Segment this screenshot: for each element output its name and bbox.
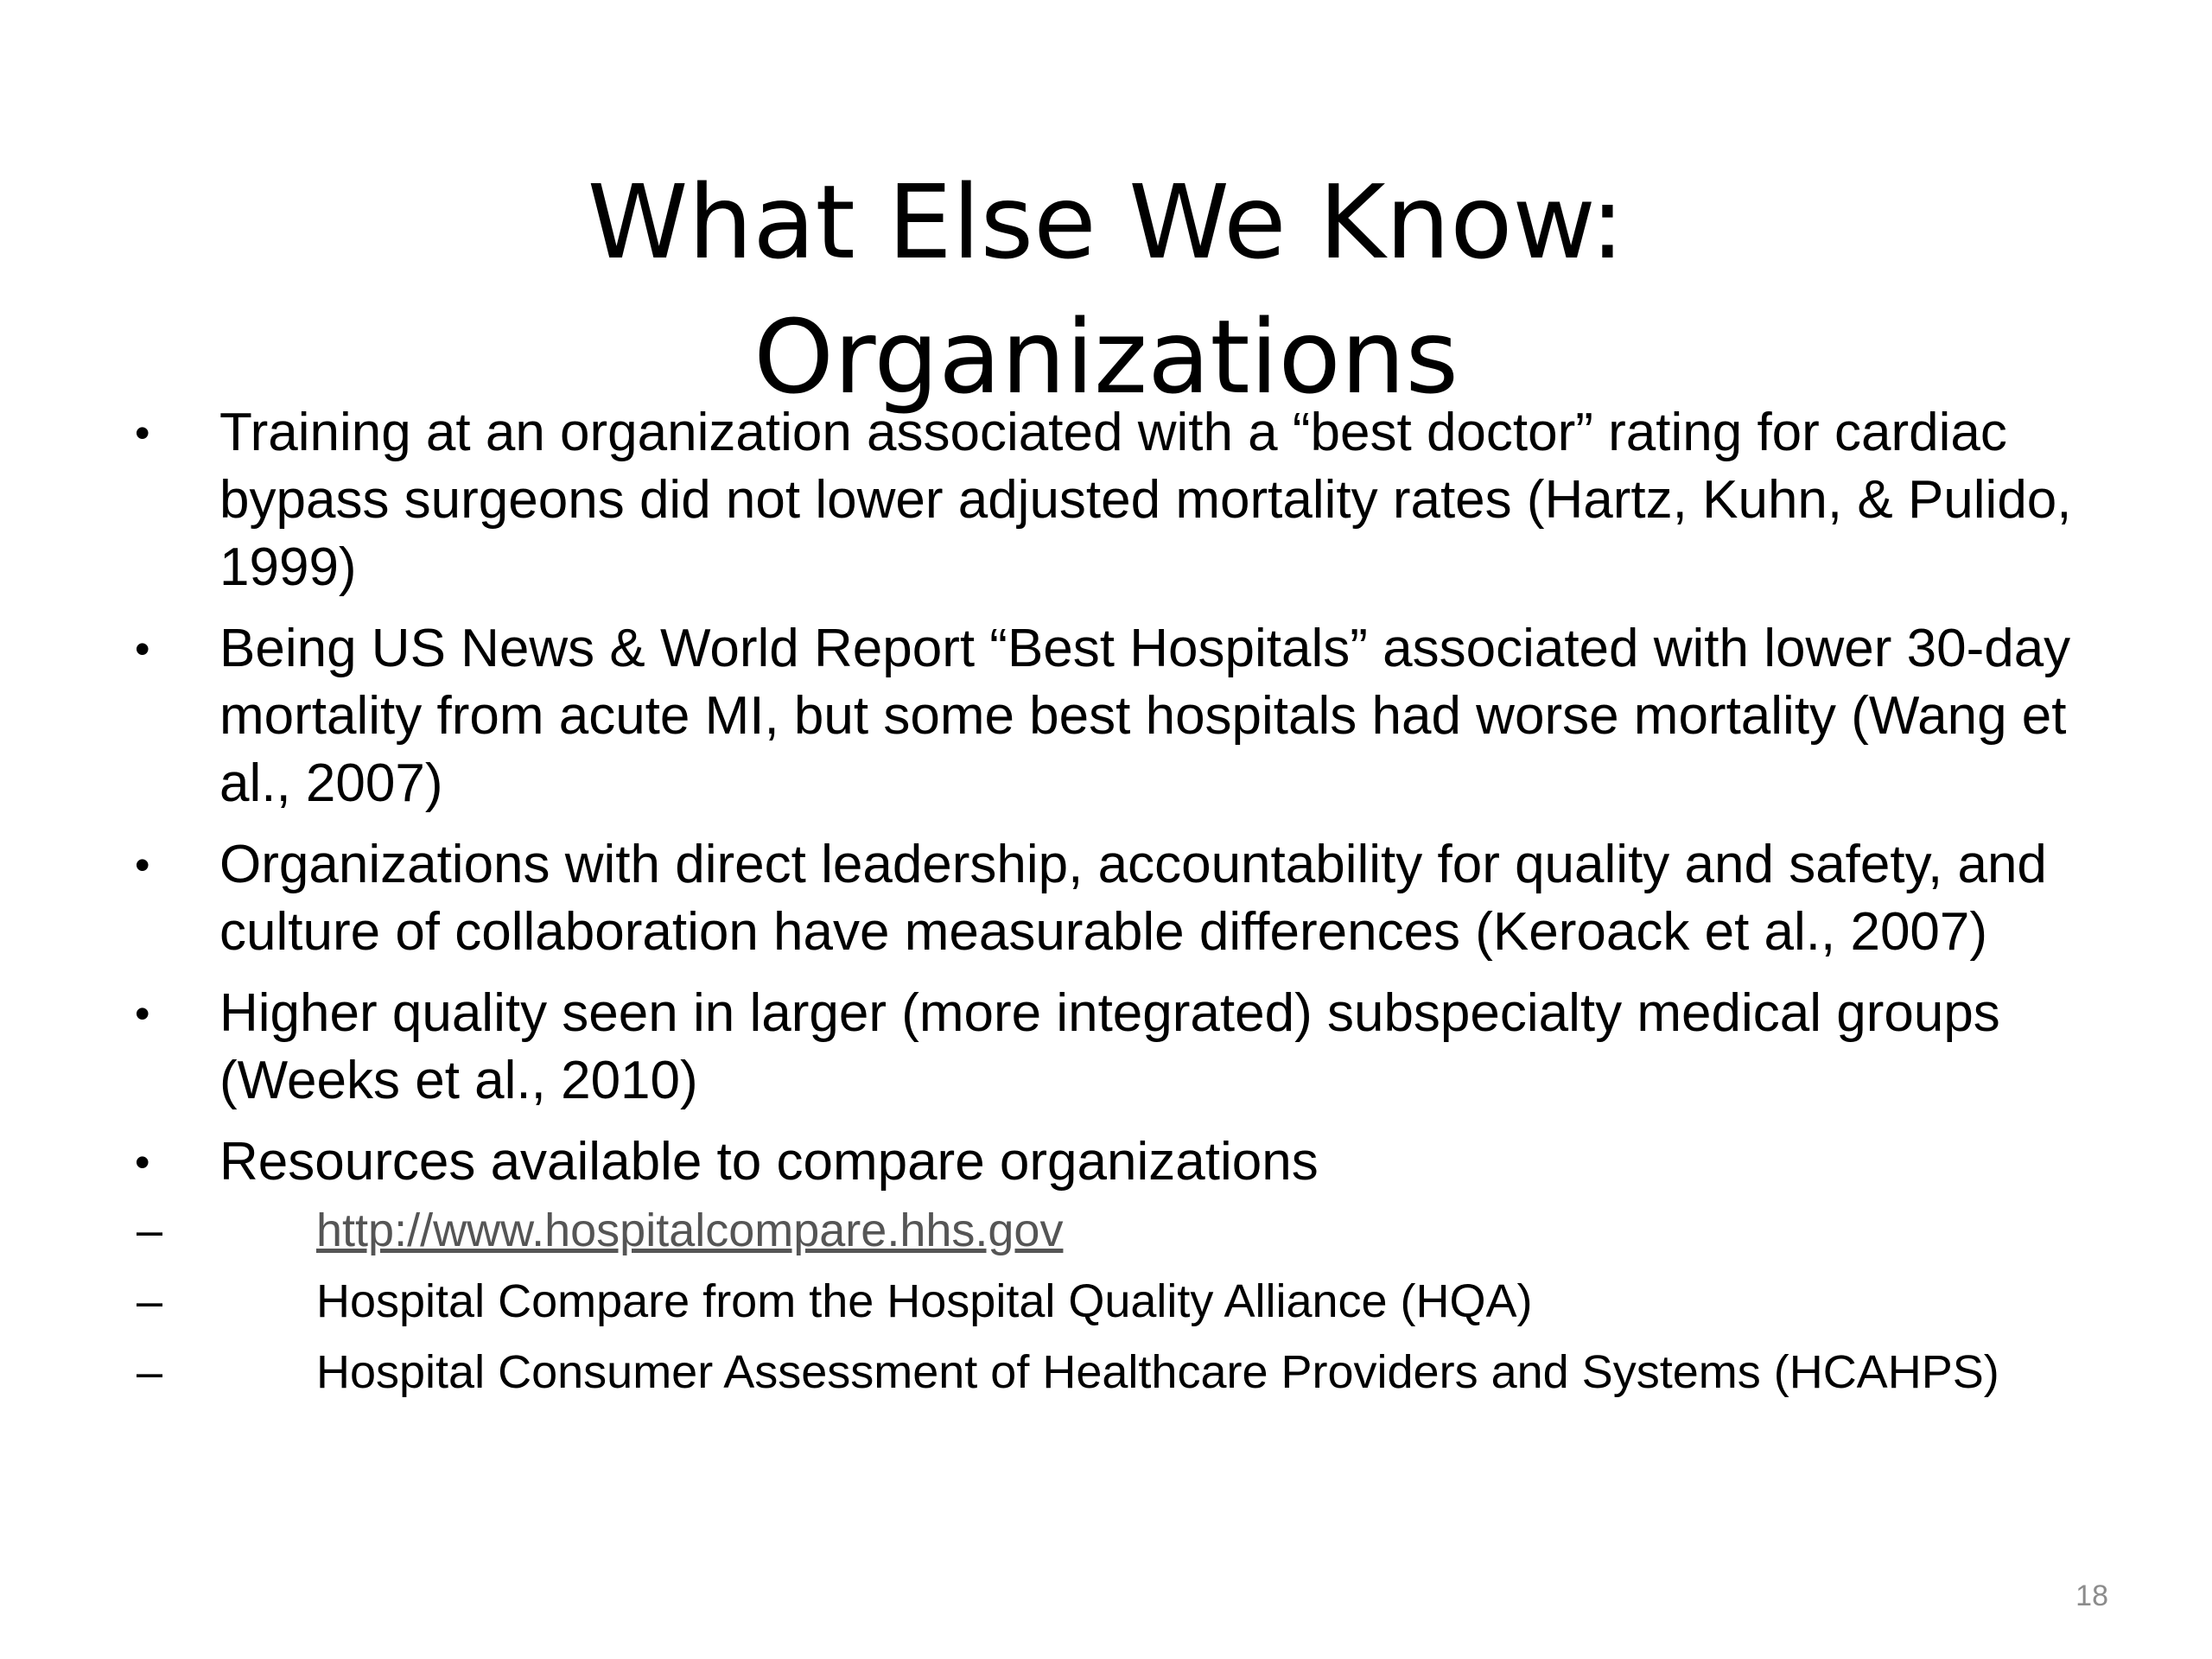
bullet-text: Higher quality seen in larger (more integrated) subspecialty medical groups (Weeks et al., 2010) (219, 983, 2000, 1110)
hospital-compare-link[interactable]: http://www.hospitalcompare.hhs.gov (316, 1205, 1064, 1256)
sub-bullet-marker: – (137, 1275, 163, 1327)
bullet-item (130, 1128, 2117, 1402)
bullet-list (130, 399, 2117, 1415)
sub-bullet-item (137, 1343, 2117, 1402)
bullet-text: Training at an organization associated with a “best doctor” rating for cardiac bypass surgeons did not lower adjusted mortality rates (Hartz, Kuhn, & Pulido, 1999) (219, 403, 2072, 597)
page-number: 18 (2075, 1580, 2108, 1612)
sub-bullet-text: Hospital Compare from the Hospital Quality Alliance (HQA) (316, 1275, 1533, 1327)
bullet-text: Resources available to compare organizations (219, 1132, 1319, 1192)
sub-bullet-marker: – (137, 1346, 163, 1398)
bullet-item (130, 831, 2117, 966)
slide-title (0, 155, 2212, 424)
bullet-marker: • (135, 841, 150, 889)
bullet-marker: • (135, 625, 150, 673)
bullet-text: Organizations with direct leadership, accountability for quality and safety, and culture of collaboration have measurable differences (Keroack et al., 2007) (219, 835, 2047, 962)
bullet-marker: • (135, 1138, 150, 1186)
bullet-marker: • (135, 989, 150, 1038)
slide-title-line-1: What Else We Know: (587, 162, 1625, 283)
bullet-text: Being US News & World Report “Best Hospitals” associated with lower 30-day mortality from acute MI, but some best hospitals had worse mortality (Wang et al., 2007) (219, 619, 2071, 813)
sub-bullet-marker: – (137, 1205, 163, 1256)
bullet-item (130, 615, 2117, 817)
sub-bullet-item (137, 1201, 2117, 1260)
bullet-item (130, 399, 2117, 601)
bullet-item (130, 980, 2117, 1115)
sub-bullet-item (137, 1272, 2117, 1331)
bullet-marker: • (135, 409, 150, 457)
slide-title-line-2: Organizations (753, 297, 1459, 417)
sub-bullet-list (137, 1201, 2117, 1402)
sub-bullet-text: Hospital Consumer Assessment of Healthcare Providers and Systems (HCAHPS) (316, 1346, 1999, 1398)
